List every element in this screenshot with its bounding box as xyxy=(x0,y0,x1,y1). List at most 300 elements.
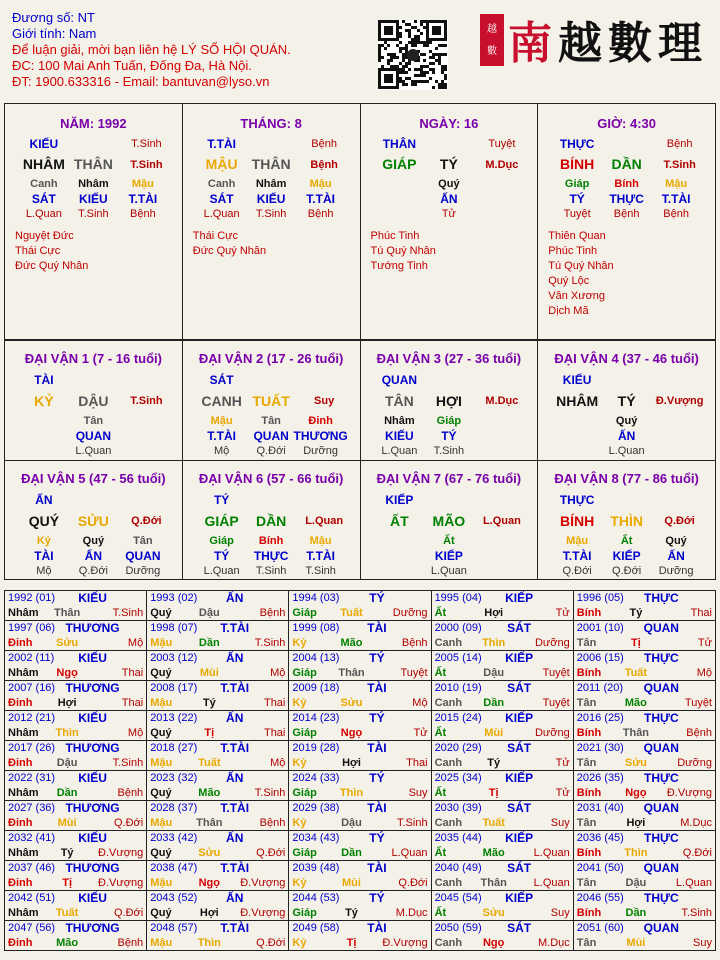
qr-code[interactable] xyxy=(378,20,448,90)
dai-van-main: L.Quan xyxy=(305,514,344,527)
year-cell xyxy=(431,861,573,891)
year-star: KIẾU xyxy=(78,591,107,605)
year-label: 2002 (11) xyxy=(8,652,55,664)
four-pillars-table xyxy=(4,103,716,340)
pillar-hidden-status: Bệnh xyxy=(663,208,689,220)
year-branch: Mùi xyxy=(57,817,77,829)
dai-van-hidden-star: ẤN xyxy=(84,548,103,563)
pillar-hidden-stem: Mậu xyxy=(131,178,154,190)
year-star: TÝ xyxy=(369,591,385,605)
dai-van-main: M.Dục xyxy=(485,395,519,407)
dai-van-hidden-stem: Mậu xyxy=(210,415,233,427)
year-status: Tử xyxy=(555,607,570,619)
year-stem: Mậu xyxy=(150,757,173,769)
pillar-main: MẬU xyxy=(205,156,238,172)
year-label: 1993 (02) xyxy=(150,592,198,604)
year-cell xyxy=(5,771,147,801)
year-status: Dưỡng xyxy=(677,757,712,769)
year-label: 2040 (49) xyxy=(434,862,482,874)
pillar-main: GIÁP xyxy=(382,156,417,172)
year-star: QUAN xyxy=(643,861,679,875)
dai-van-hidden-stem: Mậu xyxy=(309,534,332,547)
pillar-hidden-star: TÝ xyxy=(569,192,585,206)
dai-van-hidden-status: Q.Đới xyxy=(78,564,108,577)
year-branch: Dần xyxy=(341,847,362,859)
year-branch: Sửu xyxy=(482,907,505,919)
year-branch: Tị xyxy=(488,787,499,799)
pillar-special-star: Đức Quý Nhân xyxy=(192,245,267,257)
year-stem: Giáp xyxy=(292,847,317,859)
dai-van-main: TUẤT xyxy=(252,393,290,409)
year-stem: Nhâm xyxy=(8,787,39,799)
year-label: 2018 (27) xyxy=(150,742,198,754)
dai-van-hidden-status: Q.Đới xyxy=(562,564,592,577)
year-star: ẤN xyxy=(226,891,244,905)
year-branch: Tị xyxy=(204,727,215,739)
year-status: Thai xyxy=(121,697,144,709)
pillar-special-star: Phúc Tinh xyxy=(370,230,420,242)
year-cell xyxy=(573,711,715,741)
year-star: T.TÀI xyxy=(220,861,250,875)
year-cell xyxy=(289,891,431,921)
pillar-special-star: Phúc Tinh xyxy=(548,245,598,257)
year-cell xyxy=(573,891,715,921)
dai-van-hidden-status: L.Quan xyxy=(203,564,240,577)
year-status: L.Quan xyxy=(391,847,428,859)
year-cell xyxy=(5,621,147,651)
pillar-special-star: Đức Quý Nhân xyxy=(15,260,89,272)
year-status: Q.Đới xyxy=(256,847,286,859)
dai-van-main: ẤT xyxy=(390,512,409,529)
dai-van-hidden-status: L.Quan xyxy=(608,445,645,457)
year-stem: Ất xyxy=(434,907,447,919)
year-label: 2029 (38) xyxy=(292,802,340,814)
year-status: Tử xyxy=(555,787,570,799)
year-status: Q.Đới xyxy=(113,907,144,919)
year-stem: Bính xyxy=(576,907,602,919)
year-star: TÀI xyxy=(367,741,387,755)
pillar-hidden-star: T.TÀI xyxy=(661,192,691,206)
year-star: TÝ xyxy=(369,651,385,665)
year-branch: Thân xyxy=(53,607,81,619)
year-star: KIẾU xyxy=(78,891,107,905)
pillar-main: M.Dục xyxy=(485,159,519,171)
year-label: 2030 (39) xyxy=(434,802,482,814)
year-star: SÁT xyxy=(507,801,532,815)
year-star: THỰC xyxy=(644,711,679,725)
dai-van-top-star: KIẾP xyxy=(385,492,414,507)
year-stem: Nhâm xyxy=(8,907,39,919)
year-stem: Bính xyxy=(576,727,602,739)
year-cell xyxy=(289,681,431,711)
year-stem: Tân xyxy=(576,697,597,709)
year-status: Bệnh xyxy=(259,817,286,829)
dai-van-main: KỶ xyxy=(34,393,54,409)
year-stem: Ất xyxy=(434,787,447,799)
dai-van-hidden-star: ẤN xyxy=(617,429,636,443)
year-status: Q.Đới xyxy=(682,847,712,859)
year-stem: Quý xyxy=(150,847,172,859)
year-label: 2051 (60) xyxy=(576,922,624,934)
year-label: 2010 (19) xyxy=(434,682,482,694)
dai-van-hidden-status: Mộ xyxy=(36,564,52,577)
year-cell xyxy=(147,801,289,831)
dai-van-hidden-status: Dưỡng xyxy=(125,564,161,577)
year-stem: Giáp xyxy=(292,907,317,919)
year-status: T.Sinh xyxy=(396,817,428,829)
dai-van-main: SỬU xyxy=(77,512,109,529)
year-star: ẤN xyxy=(226,591,244,605)
year-stem: Canh xyxy=(434,697,463,709)
year-stem: Tân xyxy=(576,817,597,829)
year-stem: Kỷ xyxy=(292,877,307,889)
year-label: 2044 (53) xyxy=(292,892,340,904)
year-star: TÀI xyxy=(367,861,387,875)
dai-van-hidden-stem: Giáp xyxy=(436,415,462,427)
year-branch: Tị xyxy=(631,637,641,649)
pillar-hidden-stem: Mậu xyxy=(309,178,332,190)
header-line-4: ĐT: 1900.633316 - Email: bantuvan@lyso.vn xyxy=(12,74,270,89)
pillar-hidden-stem: Canh xyxy=(207,178,236,190)
dai-van-title: ĐẠI VẬN 2 (17 - 26 tuổi) xyxy=(198,351,344,366)
year-star: THƯƠNG xyxy=(65,741,120,755)
dai-van-hidden-star: TÝ xyxy=(213,548,230,563)
pillar-main: Bệnh xyxy=(310,159,338,171)
dai-van-main: QUÝ xyxy=(28,512,60,529)
dai-van-title: ĐẠI VẬN 7 (67 - 76 tuổi) xyxy=(376,470,522,486)
year-label: 2027 (36) xyxy=(8,802,56,814)
dai-van-hidden-stem: Tân xyxy=(83,415,104,427)
year-star: KIẾP xyxy=(505,711,534,725)
dai-van-hidden-star: T.TÀI xyxy=(306,548,335,563)
year-label: 2021 (30) xyxy=(576,742,624,754)
dai-van-cell xyxy=(182,341,360,461)
year-stem: Bính xyxy=(576,607,602,619)
pillar-main: THÂN xyxy=(73,156,113,172)
year-status: Tử xyxy=(555,757,570,769)
year-cell xyxy=(289,921,431,951)
header-line-2: Để luận giải, mời bạn liên hệ LÝ SỐ HỘI QUÁN. xyxy=(12,42,291,57)
year-label: 2042 (51) xyxy=(8,892,56,904)
year-star: THỰC xyxy=(644,891,679,905)
year-star: TÀI xyxy=(367,801,387,815)
dai-van-content xyxy=(538,341,715,460)
dai-van-top-star: TÝ xyxy=(213,492,230,507)
logo-char: 南 xyxy=(508,18,552,69)
year-branch: Dần xyxy=(198,637,220,649)
year-cell xyxy=(5,801,147,831)
year-status: Thai xyxy=(690,607,712,619)
year-label: 2038 (47) xyxy=(150,862,198,874)
pillar-main: T.Sinh xyxy=(130,159,163,171)
pillar-hidden-stem: Bính xyxy=(614,178,639,190)
year-star: QUAN xyxy=(643,921,679,935)
year-status: Mộ xyxy=(127,727,144,739)
dai-van-hidden-star: QUAN xyxy=(75,429,112,443)
pillar-main: TÝ xyxy=(439,156,458,172)
year-status: Bệnh xyxy=(117,787,144,799)
dai-van-main: Q.Đới xyxy=(664,514,695,527)
year-branch: Thìn xyxy=(197,937,221,949)
year-cell xyxy=(289,621,431,651)
dai-van-cell xyxy=(182,460,360,580)
year-star: THỰC xyxy=(644,831,679,845)
year-label: 2043 (52) xyxy=(150,892,198,904)
pillar-hidden-stem: Canh xyxy=(30,178,58,190)
year-star: KIẾP xyxy=(505,831,534,845)
year-label: 2048 (57) xyxy=(150,922,198,934)
dai-van-title: ĐẠI VẬN 5 (47 - 56 tuổi) xyxy=(21,470,166,486)
pillar-main: THÂN xyxy=(251,156,291,172)
pillar-special-star: Tướng Tinh xyxy=(370,260,428,272)
dai-van-hidden-stem: Đinh xyxy=(308,415,333,427)
svg-text:越: 越 xyxy=(487,24,497,35)
year-cell xyxy=(147,711,289,741)
year-star: THƯƠNG xyxy=(65,621,120,635)
year-label: 2006 (15) xyxy=(576,652,624,664)
year-star: KIẾU xyxy=(78,831,107,845)
year-stem: Quý xyxy=(150,727,172,739)
pillar-hidden-star: THỰC xyxy=(609,192,644,206)
pillar-special-star: Thái Cực xyxy=(15,245,61,257)
year-label: 1994 (03) xyxy=(292,592,340,604)
year-star: T.TÀI xyxy=(220,741,250,755)
year-branch: Ngọ xyxy=(340,727,363,739)
year-stem: Đinh xyxy=(8,757,33,769)
pillar-hidden-status: T.Sinh xyxy=(78,208,109,220)
year-stem: Ất xyxy=(434,667,447,679)
pillar-top-star: THÂN xyxy=(382,137,417,151)
year-cell xyxy=(573,801,715,831)
year-branch: Hợi xyxy=(342,757,361,769)
year-status: Mộ xyxy=(127,637,144,649)
year-stem: Bính xyxy=(576,787,602,799)
year-branch: Tuất xyxy=(624,667,648,679)
year-stem: Bính xyxy=(576,667,602,679)
dai-van-hidden-star: QUAN xyxy=(125,548,161,563)
year-star: KIẾP xyxy=(505,591,534,605)
year-label: 2037 (46) xyxy=(8,862,56,874)
year-star: TÝ xyxy=(369,891,385,905)
year-label: 2049 (58) xyxy=(292,922,340,934)
year-branch: Thân xyxy=(196,817,223,829)
year-branch: Tị xyxy=(62,877,72,889)
year-label: 2034 (43) xyxy=(292,832,340,844)
pillar-special-star: Nguyệt Đức xyxy=(15,230,74,242)
year-star: KIẾP xyxy=(505,771,534,785)
year-branch: Hợi xyxy=(626,817,646,829)
year-stem: Bính xyxy=(576,847,602,859)
year-status: L.Quan xyxy=(533,847,570,859)
dai-van-hidden-star: QUAN xyxy=(253,429,289,443)
year-status: Bệnh xyxy=(117,937,144,949)
pillar-hidden-star: KIẾU xyxy=(79,192,108,206)
year-branch: Mùi xyxy=(626,937,646,949)
logo-char: 數 xyxy=(608,18,652,69)
pillar-hidden-stem: Giáp xyxy=(564,178,590,190)
year-branch: Tý xyxy=(345,907,358,919)
year-label: 2026 (35) xyxy=(576,772,624,784)
year-status: Q.Đới xyxy=(113,817,144,829)
pillar-special-star: Dịch Mã xyxy=(548,305,589,317)
dai-van-title: ĐẠI VẬN 3 (27 - 36 tuổi) xyxy=(376,351,522,366)
pillar-content xyxy=(183,104,360,339)
year-cell xyxy=(289,801,431,831)
year-cell xyxy=(147,831,289,861)
year-star: T.TÀI xyxy=(220,801,250,815)
dai-van-hidden-star: T.TÀI xyxy=(207,429,236,443)
year-branch: Hợi xyxy=(57,697,77,709)
year-stem: Canh xyxy=(434,817,463,829)
year-label: 2003 (12) xyxy=(150,652,198,664)
year-branch: Dậu xyxy=(625,877,647,889)
year-stem: Ất xyxy=(434,607,447,619)
year-cell xyxy=(147,621,289,651)
dai-van-hidden-stem: Quý xyxy=(82,534,105,547)
pillar-content xyxy=(5,104,182,339)
pillar-hidden-stem: Nhâm xyxy=(255,178,287,190)
year-stem: Tân xyxy=(576,757,597,769)
year-branch: Sửu xyxy=(624,757,647,769)
year-branch: Mão xyxy=(340,637,363,649)
year-cell xyxy=(5,921,147,951)
year-branch: Dần xyxy=(56,787,78,799)
year-stem: Mậu xyxy=(150,877,173,889)
dai-van-main: DẬU xyxy=(78,393,109,409)
year-label: 2015 (24) xyxy=(434,712,482,724)
dai-van-hidden-star: KIẾP xyxy=(434,548,463,563)
year-status: Tử xyxy=(697,637,712,649)
dai-van-content xyxy=(183,341,360,460)
year-cell xyxy=(573,621,715,651)
pillar-hidden-star: SÁT xyxy=(209,192,234,206)
year-cell xyxy=(5,711,147,741)
year-label: 2008 (17) xyxy=(150,682,198,694)
pillar-cell xyxy=(182,104,360,340)
year-branch: Dần xyxy=(625,907,647,919)
dai-van-cell xyxy=(360,460,538,580)
year-branch: Thìn xyxy=(55,727,79,739)
dai-van-main: TÂN xyxy=(384,393,414,409)
year-label: 2025 (34) xyxy=(434,772,482,784)
dai-van-title: ĐẠI VẬN 8 (77 - 86 tuổi) xyxy=(554,470,699,486)
year-status: T.Sinh xyxy=(112,607,144,619)
dai-van-main: BÍNH xyxy=(560,512,595,529)
year-star: SÁT xyxy=(507,921,532,935)
year-stem: Mậu xyxy=(150,937,173,949)
year-label: 2039 (48) xyxy=(292,862,340,874)
year-stem: Kỷ xyxy=(292,937,307,949)
year-status: Đ.Vượng xyxy=(98,877,144,889)
year-status: Thai xyxy=(121,667,144,679)
pillar-special-star: Quý Lộc xyxy=(548,275,590,287)
year-label: 2036 (45) xyxy=(576,832,624,844)
year-status: Đ.Vượng xyxy=(240,907,286,919)
year-star: KIẾU xyxy=(78,651,107,665)
year-stem: Nhâm xyxy=(8,607,39,619)
dai-van-main: L.Quan xyxy=(482,514,521,527)
year-status: Đ.Vượng xyxy=(666,787,712,799)
year-star: QUAN xyxy=(643,801,679,815)
dai-van-main: NHÂM xyxy=(556,393,599,409)
year-star: ẤN xyxy=(226,711,244,725)
dai-van-main: Suy xyxy=(314,395,335,407)
header-line-1: Giới tính: Nam xyxy=(12,26,97,41)
dai-van-main: MÃO xyxy=(432,512,466,529)
year-branch: Thìn xyxy=(339,787,364,799)
svg-text:數: 數 xyxy=(487,46,497,57)
year-branch: Mão xyxy=(624,697,647,709)
year-stem: Quý xyxy=(150,607,172,619)
year-stem: Mậu xyxy=(150,817,173,829)
pillar-top-status: Tuyệt xyxy=(488,138,516,150)
dai-van-hidden-stem: Giáp xyxy=(209,534,234,547)
year-status: Suy xyxy=(550,907,570,919)
year-cell xyxy=(5,741,147,771)
year-cell xyxy=(147,861,289,891)
year-branch: Hợi xyxy=(484,607,504,619)
year-star: THƯƠNG xyxy=(65,681,120,695)
year-label: 2011 (20) xyxy=(576,682,624,694)
year-branch: Dậu xyxy=(483,667,505,679)
year-cell xyxy=(431,771,573,801)
year-status: Bệnh xyxy=(259,607,286,619)
dai-van-main: DẦN xyxy=(255,512,287,529)
pillar-special-star: Tú Quý Nhân xyxy=(370,245,436,257)
year-stem: Đinh xyxy=(8,937,33,949)
dai-van-hidden-stem: Bính xyxy=(258,534,284,547)
year-star: TÀI xyxy=(367,681,387,695)
year-label: 2020 (29) xyxy=(434,742,482,754)
pillar-main: DẦN xyxy=(611,156,642,172)
year-cell xyxy=(5,681,147,711)
dai-van-cell xyxy=(5,341,183,461)
year-branch: Tuất xyxy=(198,757,221,769)
year-branch: Mùi xyxy=(342,877,361,889)
pillar-main: T.Sinh xyxy=(663,159,696,171)
dai-van-hidden-stem: Quý xyxy=(615,415,638,427)
year-label: 1997 (06) xyxy=(8,622,56,634)
year-status: T.Sinh xyxy=(681,907,712,919)
year-label: 2000 (09) xyxy=(434,622,482,634)
year-stem: Nhâm xyxy=(8,667,39,679)
year-branch: Mão xyxy=(56,937,79,949)
pillar-hidden-status: Bệnh xyxy=(613,208,640,220)
year-star: T.TÀI xyxy=(220,681,250,695)
year-label: 2005 (14) xyxy=(434,652,482,664)
year-status: Tuyệt xyxy=(542,697,570,709)
year-stem: Tân xyxy=(576,937,597,949)
year-status: Bệnh xyxy=(401,637,428,649)
year-label: 2047 (56) xyxy=(8,922,56,934)
year-cell xyxy=(147,651,289,681)
year-label: 2017 (26) xyxy=(8,742,56,754)
year-star: SÁT xyxy=(507,861,532,875)
year-star: TÀI xyxy=(367,621,387,635)
year-label: 2014 (23) xyxy=(292,712,340,724)
dai-van-cell xyxy=(538,341,716,461)
pillar-hidden-status: T.Sinh xyxy=(255,208,287,220)
pillar-top-star: KIẾU xyxy=(29,137,59,151)
year-cell xyxy=(5,831,147,861)
dai-van-main: Đ.Vượng xyxy=(655,395,704,407)
pillar-special-star: Thái Cực xyxy=(192,230,239,242)
year-status: Tuyệt xyxy=(684,697,712,709)
year-cell xyxy=(573,771,715,801)
year-star: TÝ xyxy=(369,711,385,725)
year-branch: Hợi xyxy=(199,907,219,919)
year-stem: Canh xyxy=(434,937,463,949)
